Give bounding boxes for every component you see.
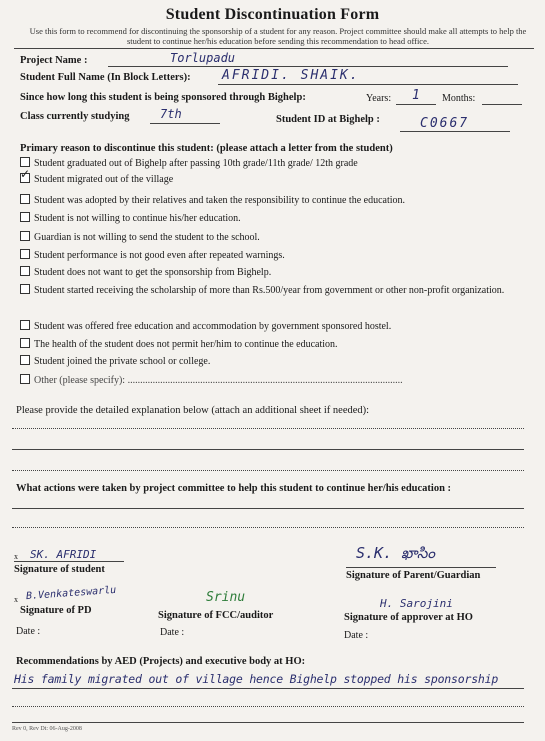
explanation-line-2[interactable] bbox=[12, 449, 524, 450]
approver-signature-label: Signature of approver at HO bbox=[344, 612, 473, 623]
months-label: Months: bbox=[442, 93, 476, 104]
student-name-label: Student Full Name (In Block Letters): bbox=[20, 72, 191, 83]
student-signature-label: Signature of student bbox=[14, 564, 105, 575]
pd-date-label: Date : bbox=[16, 626, 41, 637]
pd-signature-value: B.Venkateswarlu bbox=[25, 584, 117, 603]
student-signature-value: SK. AFRIDI bbox=[30, 548, 97, 561]
reason-checkbox-5[interactable] bbox=[20, 249, 30, 259]
actions-line-2[interactable] bbox=[12, 527, 524, 528]
student-id-value[interactable]: C0667 bbox=[420, 116, 470, 131]
fcc-signature-label: Signature of FCC/auditor bbox=[158, 610, 274, 621]
reason-option-private-school[interactable]: Student joined the private school or college. bbox=[20, 355, 210, 367]
reason-option-guardian[interactable]: Guardian is not willing to send the student to the school. bbox=[20, 231, 260, 243]
reason-option-health[interactable]: The health of the student does not permit her/him to continue the education. bbox=[20, 338, 338, 350]
reason-option-adopted[interactable]: Student was adopted by their relatives and taken the responsibility to continue the education. bbox=[20, 194, 405, 206]
reason-heading: Primary reason to discontinue this student: (please attach a letter from the student) bbox=[20, 143, 393, 154]
recommendation-value[interactable]: His family migrated out of village hence Bighelp stopped his sponsorship bbox=[14, 672, 499, 686]
explanation-line-1[interactable] bbox=[12, 428, 524, 429]
explanation-line-3[interactable] bbox=[12, 470, 524, 471]
project-name-label: Project Name : bbox=[20, 55, 88, 66]
reason-checkbox-7[interactable] bbox=[20, 284, 30, 294]
reason-checkbox-1[interactable] bbox=[20, 173, 30, 183]
reason-option-hostel[interactable]: Student was offered free education and accommodation by government sponsored hostel. bbox=[20, 320, 391, 332]
explanation-label: Please provide the detailed explanation below (attach an additional sheet if needed): bbox=[16, 405, 370, 416]
reason-option-no-sponsorship[interactable]: Student does not want to get the sponsorship from Bighelp. bbox=[20, 266, 271, 278]
reason-checkbox-9[interactable] bbox=[20, 338, 30, 348]
reason-checkbox-4[interactable] bbox=[20, 231, 30, 241]
actions-label: What actions were taken by project committee to help this student to continue her/his education : bbox=[16, 483, 452, 494]
reason-checkbox-3[interactable] bbox=[20, 212, 30, 222]
reason-option-performance[interactable]: Student performance is not good even after repeated warnings. bbox=[20, 249, 285, 261]
reason-option-not-willing[interactable]: Student is not willing to continue his/her education. bbox=[20, 212, 241, 224]
reason-option-migrated[interactable]: ✓Student migrated out of the village bbox=[20, 173, 173, 185]
parent-signature-value: S.K. ఖాసిం bbox=[356, 544, 435, 562]
class-label: Class currently studying bbox=[20, 111, 130, 122]
recommendation-label: Recommendations by AED (Projects) and executive body at HO: bbox=[16, 656, 306, 667]
reason-checkbox-8[interactable] bbox=[20, 320, 30, 330]
actions-line-1[interactable] bbox=[12, 508, 524, 509]
form-intro: Use this form to recommend for discontinuing the sponsorship of a student for any reason. Project committee should make all attempts to help the student to continue her/his education before sending this recommendation to head office. bbox=[29, 26, 527, 46]
sponsored-duration-label: Since how long this student is being sponsored through Bighelp: bbox=[20, 92, 306, 103]
reason-checkbox-10[interactable] bbox=[20, 355, 30, 365]
reason-checkbox-6[interactable] bbox=[20, 266, 30, 276]
student-name-value[interactable]: AFRIDI. SHAIK. bbox=[222, 68, 360, 83]
reason-option-other[interactable]: Other (please specify): .............................................................................................................. bbox=[20, 374, 403, 386]
class-value[interactable]: 7th bbox=[160, 107, 182, 121]
approver-date-label: Date : bbox=[344, 630, 369, 641]
project-name-value[interactable]: Torlupadu bbox=[170, 51, 236, 65]
student-id-label: Student ID at Bighelp : bbox=[276, 114, 380, 125]
fcc-date-label: Date : bbox=[160, 627, 185, 638]
fcc-signature-value: Srinu bbox=[206, 590, 246, 605]
reason-checkbox-0[interactable] bbox=[20, 157, 30, 167]
reason-option-scholarship[interactable]: Student started receiving the scholarship of more than Rs.500/year from government or other non-profit organization. bbox=[20, 284, 510, 297]
reason-checkbox-11[interactable] bbox=[20, 374, 30, 384]
reason-checkbox-2[interactable] bbox=[20, 194, 30, 204]
discontinuation-form: Student Discontinuation Form Use this form to recommend for discontinuing the sponsorship of a student for any reason. Project committee should make all attempts to help the student to continue her/his education before sending this recommendation to head office. Project Name : Torlupadu Student Full Name (In Block Letters): AFRIDI. SHAIK. Since how long this student is being sponsored through Bighelp: Years: 1 Months: Class currently studying 7th Student ID at Bighelp : C0667 Primary reason to discontinue this student: (please attach a letter from the student) Student graduated out of Bighelp after passing 10th grade/11th grade/ 12th grade ✓Student migrated out of the village Student was adopted by their relatives and taken the responsibility to continue the education. Student is not willing to continue his/her education. Guardian is not willing to send the student to the school. Student performance is not good even after repeated warnings. Student does not want to get the sponsorship from Bighelp. Student started receiving the scholarship of more than Rs.500/year from government or other non-profit organization. Student was offered free education and accommodation by government sponsored hostel. The health of the student does not permit her/him to continue the education. Student joined the private school or college. Other (please specify): .............................................................................................................. Please provide the detailed explanation below (attach an additional sheet if needed): What actions were taken by project committee to help this student to continue her/his education : x SK. AFRIDI Signature of student S.K. ఖాసిం Signature of Parent/Guardian x B.Venkateswarlu Signature of PD Date : Srinu Signature of FCC/auditor Date : H. Sarojini Signature of approver at HO Date : Recommendations by AED (Projects) and executive body at HO: His family migrated out of village hence Bighelp stopped his sponsorship Rev 0, Rev Dt: 06-Aug-2008 bbox=[0, 0, 545, 741]
years-label: Years: bbox=[366, 93, 392, 104]
form-title: Student Discontinuation Form bbox=[165, 6, 380, 23]
approver-signature-value: H. Sarojini bbox=[380, 597, 453, 610]
years-value[interactable]: 1 bbox=[412, 88, 420, 103]
parent-signature-label: Signature of Parent/Guardian bbox=[346, 570, 481, 581]
pd-signature-label: Signature of PD bbox=[20, 605, 92, 616]
reason-option-graduated[interactable]: Student graduated out of Bighelp after passing 10th grade/11th grade/ 12th grade bbox=[20, 157, 358, 169]
form-revision-footer: Rev 0, Rev Dt: 06-Aug-2008 bbox=[12, 726, 82, 732]
